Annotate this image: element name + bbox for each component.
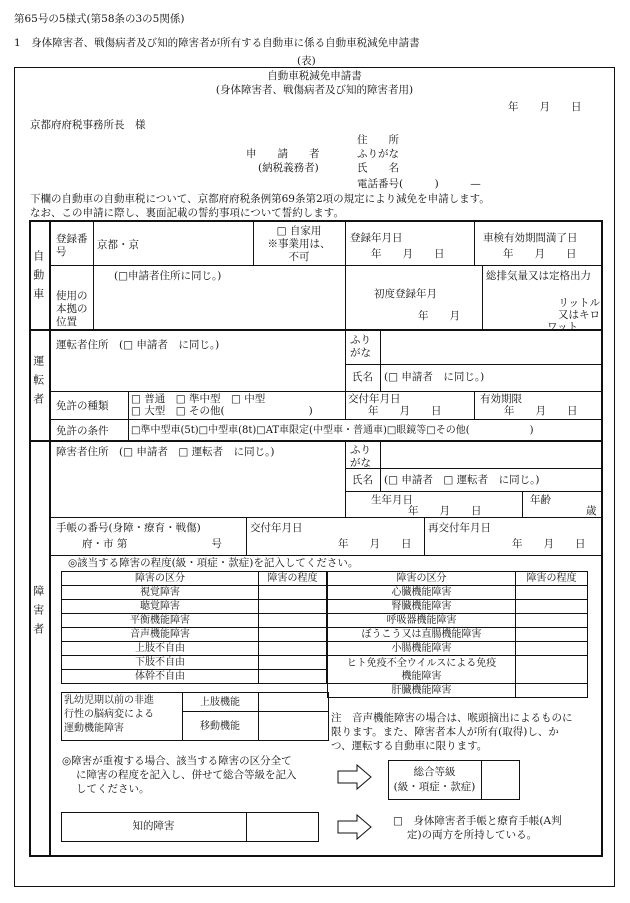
brain-lesion-label-1: 乳幼児期以前の非進 bbox=[64, 695, 154, 706]
license-type-label: 免許の種類 bbox=[56, 400, 109, 412]
disabled-section-label: 障害者 bbox=[31, 585, 45, 642]
disability-kind: 小腸機能障害 bbox=[328, 642, 516, 656]
degree-cell[interactable] bbox=[259, 614, 327, 628]
note-line-1: 注 音声機能障害の場合は、喉頭摘出によるものに bbox=[331, 712, 573, 724]
disabled-address-label[interactable]: 障害者住所 (□ 申請者 □ 運転者 に同じ。) bbox=[56, 446, 275, 458]
disability-kind: 腎臓機能障害 bbox=[328, 600, 516, 614]
total-grade-sublabel: (級・項症・款症) bbox=[393, 781, 476, 793]
car-section-label: 自動車 bbox=[31, 250, 45, 307]
taxpayer-label: (納税義務者) bbox=[258, 162, 319, 174]
disability-table-left bbox=[61, 571, 327, 684]
degree-cell[interactable] bbox=[259, 642, 327, 656]
degree-cell[interactable] bbox=[516, 684, 588, 698]
intellectual-degree-field[interactable] bbox=[248, 814, 317, 840]
driver-section-label: 運転者 bbox=[31, 355, 45, 412]
age-unit: 歳 bbox=[586, 505, 597, 517]
handbook-reissue-field[interactable]: 年 月 日 bbox=[512, 538, 586, 550]
license-issue-field[interactable]: 年 月 日 bbox=[368, 405, 442, 417]
multi-instruction-1: ◎障害が重複する場合、該当する障害の区分全て bbox=[62, 755, 292, 767]
first-reg-field[interactable]: 年 月 bbox=[418, 310, 460, 322]
intellectual-label: 知的障害 bbox=[132, 820, 175, 832]
reg-no-label: 登録番号 bbox=[56, 233, 88, 259]
degree-cell[interactable] bbox=[259, 656, 327, 670]
phone-label: 電話番号( ) — bbox=[357, 178, 481, 190]
disability-kind: ヒト免疫不全ウイルスによる免疫 機能障害 bbox=[328, 656, 516, 684]
handbook-number-label: 手帳の番号(身障・療育・戦傷) bbox=[56, 522, 201, 534]
location-same-checkbox[interactable]: (□申請者住所に同じ。) bbox=[114, 270, 222, 282]
degree-cell[interactable] bbox=[259, 628, 327, 642]
disability-kind: 平衡機能障害 bbox=[62, 614, 259, 628]
license-condition-label: 免許の条件 bbox=[56, 425, 109, 437]
reg-date-label: 登録年月日 bbox=[350, 232, 403, 244]
disability-table-right bbox=[327, 571, 588, 698]
business-note-2: 不可 bbox=[288, 251, 310, 263]
inspection-expiry-field[interactable]: 年 月 日 bbox=[503, 248, 577, 260]
degree-instruction: ◎該当する障害の程度(級・項症・款症)を記入してください。 bbox=[68, 557, 359, 569]
degree-cell[interactable] bbox=[516, 642, 588, 656]
license-valid-label: 有効期限 bbox=[480, 393, 522, 405]
degree-cell[interactable] bbox=[516, 586, 588, 600]
form-subtitle: (身体障害者、戦傷病者及び知的障害者用) bbox=[215, 84, 414, 96]
addressee: 京都府府税事務所長 様 bbox=[30, 119, 146, 131]
both-handbooks-text: 定)の両方を所持している。 bbox=[407, 829, 538, 841]
col-degree-header: 障害の程度 bbox=[516, 572, 588, 586]
arrow-right-icon bbox=[337, 763, 373, 791]
disability-kind: 上肢不自由 bbox=[62, 642, 259, 656]
license-type-options-1[interactable]: □ 普通 □ 準中型 □ 中型 bbox=[131, 393, 266, 405]
license-issue-label: 交付年月日 bbox=[348, 393, 401, 405]
disability-kind: 呼吸器機能障害 bbox=[328, 614, 516, 628]
license-condition-options[interactable]: □準中型車(5t)□中型車(8t)□AT車限定(中型車・普通車)□眼鏡等□その他( ) bbox=[131, 425, 534, 436]
handbook-reissue-label: 再交付年月日 bbox=[428, 522, 491, 534]
col-kind-header: 障害の区分 bbox=[328, 572, 516, 586]
total-grade-field[interactable] bbox=[483, 762, 518, 798]
both-handbooks-checkbox[interactable]: □ 身体障害者手帳と療育手帳(A判 bbox=[393, 815, 562, 827]
applicant-label: 申 請 者 bbox=[246, 148, 320, 160]
disability-kind: 音声機能障害 bbox=[62, 628, 259, 642]
dob-field[interactable]: 年 月 日 bbox=[408, 505, 482, 517]
note-line-2: 限ります。また、障害者本人が所有(取得)し、か bbox=[331, 726, 559, 738]
upper-limb-function: 上肢機能 bbox=[200, 697, 240, 708]
multi-instruction-2: に障害の程度を記入し、併せて総合等級を記入 bbox=[76, 769, 297, 781]
disability-kind: 心臓機能障害 bbox=[328, 586, 516, 600]
application-date: 年 月 日 bbox=[508, 101, 582, 113]
dob-label: 生年月日 bbox=[371, 494, 413, 506]
degree-cell[interactable] bbox=[516, 628, 588, 642]
age-label: 年齢 bbox=[530, 494, 551, 506]
license-type-options-2[interactable]: □ 大型 □ その他( ) bbox=[131, 405, 313, 417]
driver-address-label[interactable]: 運転者住所 (□ 申請者 に同じ。) bbox=[56, 339, 220, 351]
disabled-furigana-label: ふりがな bbox=[350, 444, 371, 470]
col-kind-header: 障害の区分 bbox=[62, 572, 259, 586]
degree-cell[interactable] bbox=[259, 670, 327, 684]
first-reg-label: 初度登録年月 bbox=[374, 288, 437, 300]
driver-name-label: 氏名 bbox=[352, 371, 373, 383]
location-label: 使用の本拠の位置 bbox=[56, 290, 88, 329]
name-label: 氏 名 bbox=[357, 162, 399, 174]
total-grade-label: 総合等級 bbox=[413, 766, 456, 778]
degree-cell[interactable] bbox=[259, 600, 327, 614]
disability-kind: 聴覚障害 bbox=[62, 600, 259, 614]
reg-date-field[interactable]: 年 月 日 bbox=[371, 248, 445, 260]
mobility-function: 移動機能 bbox=[200, 721, 240, 732]
intro-text-2: なお、この申請に際し、裏面記載の誓約事項について誓約します。 bbox=[30, 207, 344, 219]
degree-cell[interactable] bbox=[516, 600, 588, 614]
unit-watt: ワット bbox=[547, 321, 578, 333]
disabled-name-label: 氏名 bbox=[352, 474, 373, 486]
disability-kind: 下肢不自由 bbox=[62, 656, 259, 670]
intro-text-1: 下欄の自動車の自動車税について、京都府府税条例第69条第2項の規定により減免を申請します。 bbox=[30, 193, 490, 205]
disability-kind: 視覚障害 bbox=[62, 586, 259, 600]
inspection-expiry-label: 車検有効期間満了日 bbox=[483, 232, 578, 244]
driver-furigana-label: ふりがな bbox=[350, 334, 371, 360]
license-valid-field[interactable]: 年 月 日 bbox=[504, 405, 578, 417]
form-number: 第65号の5様式(第58条の3の5関係) bbox=[14, 13, 185, 25]
brain-lesion-label-3: 運動機能障害 bbox=[64, 723, 124, 734]
degree-cell[interactable] bbox=[259, 586, 327, 600]
unit-or-kilo: 又はキロ bbox=[558, 309, 600, 321]
driver-same-checkbox[interactable]: (□ 申請者 に同じ。) bbox=[384, 371, 485, 383]
degree-cell[interactable] bbox=[516, 614, 588, 628]
displacement-label: 総排気量又は定格出力 bbox=[486, 270, 591, 282]
form-title: 自動車税減免申請書 bbox=[267, 70, 362, 82]
arrow-right-icon bbox=[337, 813, 373, 841]
handbook-issue-label: 交付年月日 bbox=[250, 522, 303, 534]
degree-cell[interactable] bbox=[516, 656, 588, 684]
disability-kind: ぼうこう又は直腸機能障害 bbox=[328, 628, 516, 642]
form-item-title: 1 身体障害者、戦傷病者及び知的障害者が所有する自動車に係る自動車税減免申請書 bbox=[14, 37, 420, 49]
furigana-label: ふりがな bbox=[357, 148, 399, 160]
handbook-issue-field[interactable]: 年 月 日 bbox=[338, 538, 412, 550]
private-use-checkbox[interactable]: □ 自家用 bbox=[276, 225, 322, 237]
front-side-label: (表) bbox=[297, 55, 316, 67]
multi-instruction-3: してください。 bbox=[76, 783, 150, 795]
disability-kind: 肝臓機能障害 bbox=[328, 684, 516, 698]
note-line-3: つ、運転する自動車に限ります。 bbox=[331, 740, 488, 752]
brain-lesion-label-2: 行性の脳病変による bbox=[64, 709, 154, 720]
reg-no-value[interactable]: 京都・京 bbox=[97, 239, 139, 251]
disabled-same-checkbox[interactable]: (□ 申請者 □ 運転者 に同じ。) bbox=[384, 474, 540, 486]
handbook-number-field[interactable]: 府・市 第 号 bbox=[82, 538, 222, 550]
business-note-1: ※事業用は、 bbox=[267, 238, 331, 250]
unit-liter: リットル bbox=[558, 297, 600, 309]
disability-kind: 体幹不自由 bbox=[62, 670, 259, 684]
address-label: 住 所 bbox=[357, 134, 399, 146]
col-degree-header: 障害の程度 bbox=[259, 572, 327, 586]
